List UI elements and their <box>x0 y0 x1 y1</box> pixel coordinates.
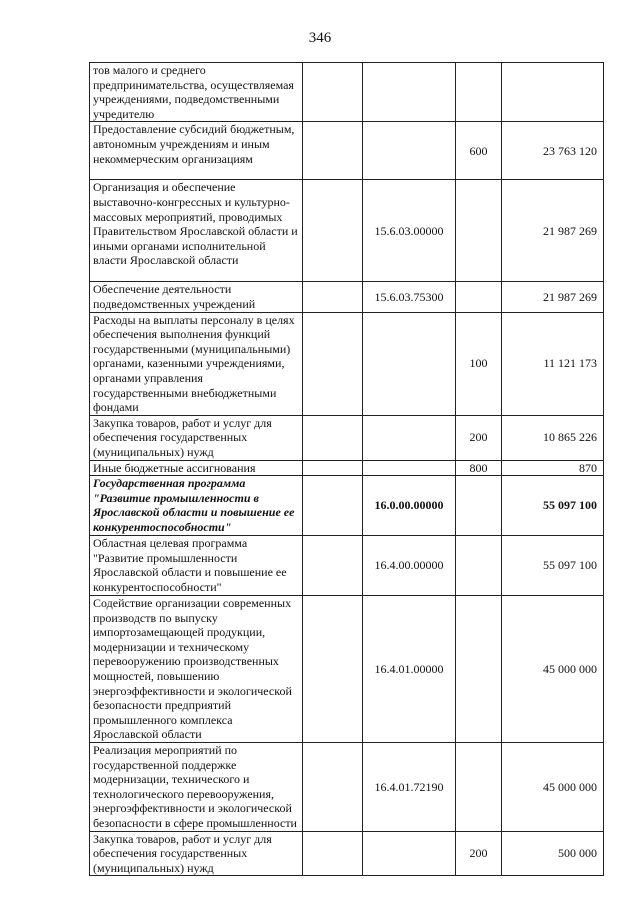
row-blank-cell <box>303 282 363 312</box>
budget-table-body <box>90 63 604 876</box>
row-name-cell: Содействие организации современных производств по выпуску импортозамещающей продукции, модернизации и техническому перевооружению производственных мощностей, повышению энергоэффективности и экологической безопасности предприятий промышленного комплекса Ярославской области <box>90 596 303 743</box>
row-blank-cell <box>303 180 363 282</box>
table-row <box>90 831 604 876</box>
row-code-cell: 16.0.00.00000 <box>363 476 456 536</box>
row-blank-cell <box>303 831 363 876</box>
row-expense-type-cell: 200 <box>456 831 502 876</box>
row-blank-cell <box>303 743 363 832</box>
table-row <box>90 312 604 415</box>
row-code-cell <box>363 460 456 476</box>
row-amount-cell: 21 987 269 <box>502 180 604 282</box>
row-code-cell <box>363 415 456 460</box>
table-row <box>90 743 604 832</box>
row-code-cell <box>363 312 456 415</box>
row-amount-cell: 45 000 000 <box>502 743 604 832</box>
table-row <box>90 282 604 312</box>
row-amount-cell: 55 097 100 <box>502 476 604 536</box>
row-code-cell: 15.6.03.75300 <box>363 282 456 312</box>
row-blank-cell <box>303 536 363 596</box>
table-row <box>90 122 604 180</box>
row-expense-type-cell <box>456 536 502 596</box>
row-expense-type-cell: 600 <box>456 122 502 180</box>
table-row <box>90 63 604 122</box>
row-name-cell: Закупка товаров, работ и услуг для обеспечения государственных (муниципальных) нужд <box>90 415 303 460</box>
table-row <box>90 596 604 743</box>
row-code-cell <box>363 63 456 122</box>
row-name-cell: Государственная программа "Развитие промышленности в Ярославской области и повышение ее конкурентоспособности" <box>90 476 303 536</box>
row-name-cell: Обеспечение деятельности подведомственных учреждений <box>90 282 303 312</box>
row-amount-cell: 870 <box>502 460 604 476</box>
row-blank-cell <box>303 415 363 460</box>
row-code-cell: 15.6.03.00000 <box>363 180 456 282</box>
row-expense-type-cell: 200 <box>456 415 502 460</box>
row-code-cell: 16.4.01.72190 <box>363 743 456 832</box>
table-row <box>90 476 604 536</box>
row-expense-type-cell <box>456 63 502 122</box>
row-blank-cell <box>303 122 363 180</box>
budget-table <box>89 62 604 876</box>
table-row <box>90 536 604 596</box>
row-blank-cell <box>303 460 363 476</box>
row-code-cell <box>363 831 456 876</box>
row-amount-cell: 11 121 173 <box>502 312 604 415</box>
row-name-cell: Иные бюджетные ассигнования <box>90 460 303 476</box>
row-expense-type-cell <box>456 596 502 743</box>
table-row <box>90 460 604 476</box>
row-name-cell: тов малого и среднего предпринимательства, осуществляемая учреждениями, подведомственными учредителю <box>90 63 303 122</box>
row-expense-type-cell <box>456 476 502 536</box>
row-name-cell: Закупка товаров, работ и услуг для обеспечения государственных (муниципальных) нужд <box>90 831 303 876</box>
table-row <box>90 180 604 282</box>
row-blank-cell <box>303 476 363 536</box>
table-row <box>90 415 604 460</box>
row-name-cell: Предоставление субсидий бюджетным, автономным учреждениям и иным некоммерческим организациям <box>90 122 303 180</box>
row-name-cell: Реализация мероприятий по государственной поддержке модернизации, технического и технологического перевооружения, энергоэффективности и экологической безопасности в сфере промышленности <box>90 743 303 832</box>
row-expense-type-cell <box>456 180 502 282</box>
row-code-cell <box>363 122 456 180</box>
row-name-cell: Областная целевая программа "Развитие промышленности Ярославской области и повышение ее конкурентоспособности" <box>90 536 303 596</box>
row-amount-cell: 10 865 226 <box>502 415 604 460</box>
row-blank-cell <box>303 312 363 415</box>
row-blank-cell <box>303 63 363 122</box>
row-code-cell: 16.4.01.00000 <box>363 596 456 743</box>
row-code-cell: 16.4.00.00000 <box>363 536 456 596</box>
page-number: 346 <box>308 30 332 46</box>
row-amount-cell: 23 763 120 <box>502 122 604 180</box>
row-name-cell: Организация и обеспечение выставочно-конгрессных и культурно-массовых мероприятий, проводимых Правительством Ярославской области и иными органами исполнительной власти Ярославской области <box>90 180 303 282</box>
row-expense-type-cell: 100 <box>456 312 502 415</box>
row-amount-cell <box>502 63 604 122</box>
row-expense-type-cell <box>456 743 502 832</box>
row-amount-cell: 45 000 000 <box>502 596 604 743</box>
row-expense-type-cell: 800 <box>456 460 502 476</box>
row-expense-type-cell <box>456 282 502 312</box>
row-amount-cell: 21 987 269 <box>502 282 604 312</box>
row-blank-cell <box>303 596 363 743</box>
row-amount-cell: 500 000 <box>502 831 604 876</box>
row-name-cell: Расходы на выплаты персоналу в целях обеспечения выполнения функций государственными (муниципальными) органами, казенными учреждениями, органами управления государственными внебюджетными фондами <box>90 312 303 415</box>
row-amount-cell: 55 097 100 <box>502 536 604 596</box>
